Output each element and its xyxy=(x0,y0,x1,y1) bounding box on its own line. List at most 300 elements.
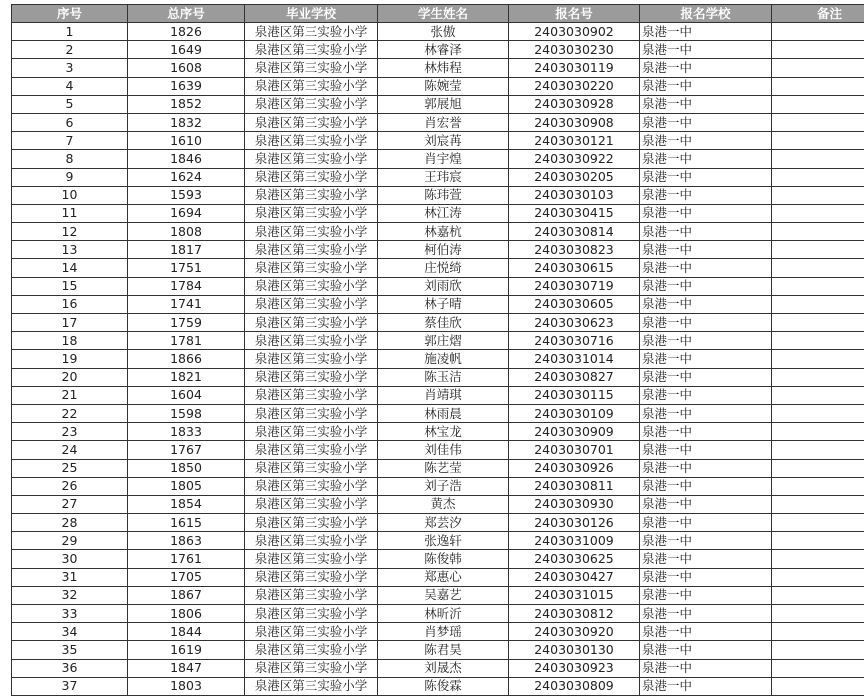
cell-total-seq: 1808 xyxy=(128,223,245,241)
cell-student-name: 陈玉洁 xyxy=(378,368,509,386)
header-total-seq: 总序号 xyxy=(128,5,245,23)
cell-seq: 9 xyxy=(12,168,128,186)
cell-graduation-school: 泉港区第三实验小学 xyxy=(245,113,378,131)
cell-applied-school: 泉港一中 xyxy=(640,386,772,404)
cell-registration-number: 2403030716 xyxy=(509,332,640,350)
cell-registration-number: 2403030115 xyxy=(509,386,640,404)
cell-student-name: 陈艺莹 xyxy=(378,459,509,477)
cell-graduation-school: 泉港区第三实验小学 xyxy=(245,23,378,41)
cell-remarks xyxy=(772,204,864,222)
cell-total-seq: 1852 xyxy=(128,95,245,113)
cell-remarks xyxy=(772,532,864,550)
cell-remarks xyxy=(772,259,864,277)
table-row xyxy=(12,677,864,695)
cell-student-name: 肖靖琪 xyxy=(378,386,509,404)
table-row xyxy=(12,314,864,332)
table-row xyxy=(12,150,864,168)
cell-applied-school: 泉港一中 xyxy=(640,314,772,332)
cell-applied-school: 泉港一中 xyxy=(640,41,772,59)
cell-applied-school: 泉港一中 xyxy=(640,659,772,677)
table-row xyxy=(12,477,864,495)
cell-applied-school: 泉港一中 xyxy=(640,277,772,295)
cell-student-name: 林雨晨 xyxy=(378,404,509,422)
cell-seq: 36 xyxy=(12,659,128,677)
cell-graduation-school: 泉港区第三实验小学 xyxy=(245,532,378,550)
cell-registration-number: 2403030615 xyxy=(509,259,640,277)
cell-remarks xyxy=(772,514,864,532)
cell-registration-number: 2403030230 xyxy=(509,41,640,59)
cell-seq: 22 xyxy=(12,404,128,422)
table-body xyxy=(12,23,864,696)
cell-applied-school: 泉港一中 xyxy=(640,495,772,513)
cell-student-name: 林炜程 xyxy=(378,59,509,77)
cell-seq: 24 xyxy=(12,441,128,459)
cell-graduation-school: 泉港区第三实验小学 xyxy=(245,314,378,332)
cell-registration-number: 2403030625 xyxy=(509,550,640,568)
cell-registration-number: 2403030130 xyxy=(509,641,640,659)
table-row xyxy=(12,23,864,41)
cell-total-seq: 1694 xyxy=(128,204,245,222)
cell-student-name: 陈婉莹 xyxy=(378,77,509,95)
table-row xyxy=(12,132,864,150)
cell-remarks xyxy=(772,641,864,659)
cell-applied-school: 泉港一中 xyxy=(640,441,772,459)
table-row xyxy=(12,404,864,422)
cell-total-seq: 1741 xyxy=(128,295,245,313)
cell-seq: 29 xyxy=(12,532,128,550)
table-row xyxy=(12,241,864,259)
cell-seq: 13 xyxy=(12,241,128,259)
table-row xyxy=(12,441,864,459)
table-row xyxy=(12,550,864,568)
cell-seq: 16 xyxy=(12,295,128,313)
cell-registration-number: 2403030902 xyxy=(509,23,640,41)
cell-student-name: 庄悦绮 xyxy=(378,259,509,277)
cell-graduation-school: 泉港区第三实验小学 xyxy=(245,259,378,277)
cell-total-seq: 1639 xyxy=(128,77,245,95)
table-row xyxy=(12,41,864,59)
cell-applied-school: 泉港一中 xyxy=(640,59,772,77)
cell-registration-number: 2403030923 xyxy=(509,659,640,677)
cell-total-seq: 1866 xyxy=(128,350,245,368)
cell-registration-number: 2403030812 xyxy=(509,605,640,623)
cell-seq: 11 xyxy=(12,204,128,222)
cell-student-name: 陈俊韩 xyxy=(378,550,509,568)
cell-student-name: 林嘉杭 xyxy=(378,223,509,241)
cell-remarks xyxy=(772,623,864,641)
cell-registration-number: 2403030220 xyxy=(509,77,640,95)
cell-seq: 33 xyxy=(12,605,128,623)
cell-applied-school: 泉港一中 xyxy=(640,605,772,623)
table-row xyxy=(12,350,864,368)
cell-student-name: 刘宸苒 xyxy=(378,132,509,150)
cell-graduation-school: 泉港区第三实验小学 xyxy=(245,423,378,441)
cell-graduation-school: 泉港区第三实验小学 xyxy=(245,132,378,150)
cell-applied-school: 泉港一中 xyxy=(640,168,772,186)
cell-seq: 17 xyxy=(12,314,128,332)
cell-applied-school: 泉港一中 xyxy=(640,132,772,150)
cell-total-seq: 1833 xyxy=(128,423,245,441)
cell-student-name: 陈玮萱 xyxy=(378,186,509,204)
cell-student-name: 柯伯涛 xyxy=(378,241,509,259)
cell-applied-school: 泉港一中 xyxy=(640,350,772,368)
cell-total-seq: 1610 xyxy=(128,132,245,150)
cell-seq: 3 xyxy=(12,59,128,77)
cell-remarks xyxy=(772,659,864,677)
cell-student-name: 郭庄熠 xyxy=(378,332,509,350)
cell-student-name: 蔡佳欣 xyxy=(378,314,509,332)
cell-total-seq: 1805 xyxy=(128,477,245,495)
cell-registration-number: 2403030922 xyxy=(509,150,640,168)
cell-total-seq: 1615 xyxy=(128,514,245,532)
cell-remarks xyxy=(772,41,864,59)
cell-registration-number: 2403030126 xyxy=(509,514,640,532)
cell-applied-school: 泉港一中 xyxy=(640,259,772,277)
table-row xyxy=(12,95,864,113)
cell-registration-number: 2403030909 xyxy=(509,423,640,441)
cell-total-seq: 1761 xyxy=(128,550,245,568)
cell-applied-school: 泉港一中 xyxy=(640,514,772,532)
cell-seq: 34 xyxy=(12,623,128,641)
cell-graduation-school: 泉港区第三实验小学 xyxy=(245,586,378,604)
cell-seq: 30 xyxy=(12,550,128,568)
cell-graduation-school: 泉港区第三实验小学 xyxy=(245,404,378,422)
cell-student-name: 肖宏誉 xyxy=(378,113,509,131)
table-row xyxy=(12,641,864,659)
cell-graduation-school: 泉港区第三实验小学 xyxy=(245,95,378,113)
cell-remarks xyxy=(772,113,864,131)
table-row xyxy=(12,568,864,586)
cell-applied-school: 泉港一中 xyxy=(640,477,772,495)
cell-student-name: 林江涛 xyxy=(378,204,509,222)
cell-graduation-school: 泉港区第三实验小学 xyxy=(245,186,378,204)
cell-graduation-school: 泉港区第三实验小学 xyxy=(245,295,378,313)
cell-total-seq: 1850 xyxy=(128,459,245,477)
cell-remarks xyxy=(772,95,864,113)
cell-total-seq: 1759 xyxy=(128,314,245,332)
cell-graduation-school: 泉港区第三实验小学 xyxy=(245,677,378,695)
cell-student-name: 肖梦瑶 xyxy=(378,623,509,641)
cell-seq: 21 xyxy=(12,386,128,404)
cell-applied-school: 泉港一中 xyxy=(640,23,772,41)
cell-remarks xyxy=(772,495,864,513)
cell-applied-school: 泉港一中 xyxy=(640,295,772,313)
cell-remarks xyxy=(772,332,864,350)
table-header-row xyxy=(12,5,864,23)
cell-student-name: 刘晟杰 xyxy=(378,659,509,677)
cell-registration-number: 2403030605 xyxy=(509,295,640,313)
cell-registration-number: 2403030823 xyxy=(509,241,640,259)
cell-seq: 14 xyxy=(12,259,128,277)
cell-seq: 15 xyxy=(12,277,128,295)
cell-graduation-school: 泉港区第三实验小学 xyxy=(245,59,378,77)
table-row xyxy=(12,623,864,641)
cell-student-name: 林宝龙 xyxy=(378,423,509,441)
table-row xyxy=(12,77,864,95)
cell-total-seq: 1705 xyxy=(128,568,245,586)
cell-registration-number: 2403030415 xyxy=(509,204,640,222)
cell-remarks xyxy=(772,605,864,623)
cell-seq: 7 xyxy=(12,132,128,150)
cell-graduation-school: 泉港区第三实验小学 xyxy=(245,514,378,532)
cell-seq: 4 xyxy=(12,77,128,95)
cell-registration-number: 2403030930 xyxy=(509,495,640,513)
cell-student-name: 陈君昊 xyxy=(378,641,509,659)
cell-seq: 19 xyxy=(12,350,128,368)
cell-registration-number: 2403030103 xyxy=(509,186,640,204)
table-row xyxy=(12,186,864,204)
cell-total-seq: 1608 xyxy=(128,59,245,77)
cell-remarks xyxy=(772,568,864,586)
cell-graduation-school: 泉港区第三实验小学 xyxy=(245,77,378,95)
table-row xyxy=(12,277,864,295)
cell-registration-number: 2403030827 xyxy=(509,368,640,386)
table-row xyxy=(12,295,864,313)
cell-registration-number: 2403031009 xyxy=(509,532,640,550)
cell-total-seq: 1593 xyxy=(128,186,245,204)
cell-total-seq: 1649 xyxy=(128,41,245,59)
cell-seq: 28 xyxy=(12,514,128,532)
cell-registration-number: 2403030119 xyxy=(509,59,640,77)
cell-remarks xyxy=(772,350,864,368)
cell-applied-school: 泉港一中 xyxy=(640,568,772,586)
table-row xyxy=(12,168,864,186)
table-row xyxy=(12,659,864,677)
table-row xyxy=(12,532,864,550)
cell-graduation-school: 泉港区第三实验小学 xyxy=(245,168,378,186)
cell-applied-school: 泉港一中 xyxy=(640,204,772,222)
cell-remarks xyxy=(772,295,864,313)
cell-remarks xyxy=(772,386,864,404)
cell-total-seq: 1846 xyxy=(128,150,245,168)
cell-applied-school: 泉港一中 xyxy=(640,423,772,441)
cell-graduation-school: 泉港区第三实验小学 xyxy=(245,150,378,168)
cell-remarks xyxy=(772,477,864,495)
cell-remarks xyxy=(772,459,864,477)
cell-total-seq: 1598 xyxy=(128,404,245,422)
header-seq: 序号 xyxy=(12,5,128,23)
cell-remarks xyxy=(772,186,864,204)
cell-graduation-school: 泉港区第三实验小学 xyxy=(245,241,378,259)
enrollment-table xyxy=(11,4,864,696)
cell-total-seq: 1821 xyxy=(128,368,245,386)
cell-total-seq: 1854 xyxy=(128,495,245,513)
cell-remarks xyxy=(772,677,864,695)
cell-registration-number: 2403031015 xyxy=(509,586,640,604)
cell-applied-school: 泉港一中 xyxy=(640,550,772,568)
cell-graduation-school: 泉港区第三实验小学 xyxy=(245,568,378,586)
cell-seq: 10 xyxy=(12,186,128,204)
cell-student-name: 陈俊霖 xyxy=(378,677,509,695)
cell-registration-number: 2403031014 xyxy=(509,350,640,368)
cell-applied-school: 泉港一中 xyxy=(640,677,772,695)
cell-student-name: 林睿泽 xyxy=(378,41,509,59)
cell-remarks xyxy=(772,223,864,241)
cell-total-seq: 1844 xyxy=(128,623,245,641)
cell-remarks xyxy=(772,150,864,168)
table-row xyxy=(12,113,864,131)
cell-total-seq: 1806 xyxy=(128,605,245,623)
table-row xyxy=(12,495,864,513)
cell-applied-school: 泉港一中 xyxy=(640,459,772,477)
header-student-name: 学生姓名 xyxy=(378,5,509,23)
cell-remarks xyxy=(772,314,864,332)
cell-seq: 18 xyxy=(12,332,128,350)
cell-graduation-school: 泉港区第三实验小学 xyxy=(245,605,378,623)
cell-student-name: 肖宇煌 xyxy=(378,150,509,168)
table-row xyxy=(12,514,864,532)
cell-seq: 12 xyxy=(12,223,128,241)
cell-registration-number: 2403030928 xyxy=(509,95,640,113)
cell-seq: 37 xyxy=(12,677,128,695)
table-row xyxy=(12,423,864,441)
cell-registration-number: 2403030920 xyxy=(509,623,640,641)
cell-applied-school: 泉港一中 xyxy=(640,623,772,641)
table-row xyxy=(12,459,864,477)
cell-graduation-school: 泉港区第三实验小学 xyxy=(245,659,378,677)
cell-graduation-school: 泉港区第三实验小学 xyxy=(245,550,378,568)
cell-graduation-school: 泉港区第三实验小学 xyxy=(245,41,378,59)
cell-remarks xyxy=(772,550,864,568)
cell-registration-number: 2403030926 xyxy=(509,459,640,477)
header-registration-number: 报名号 xyxy=(509,5,640,23)
cell-applied-school: 泉港一中 xyxy=(640,223,772,241)
cell-seq: 31 xyxy=(12,568,128,586)
cell-student-name: 郑惠心 xyxy=(378,568,509,586)
cell-seq: 6 xyxy=(12,113,128,131)
cell-graduation-school: 泉港区第三实验小学 xyxy=(245,368,378,386)
cell-total-seq: 1604 xyxy=(128,386,245,404)
table-row xyxy=(12,605,864,623)
cell-student-name: 郑芸汐 xyxy=(378,514,509,532)
cell-remarks xyxy=(772,168,864,186)
cell-total-seq: 1619 xyxy=(128,641,245,659)
table-row xyxy=(12,368,864,386)
cell-registration-number: 2403030814 xyxy=(509,223,640,241)
cell-applied-school: 泉港一中 xyxy=(640,186,772,204)
cell-applied-school: 泉港一中 xyxy=(640,150,772,168)
cell-registration-number: 2403030908 xyxy=(509,113,640,131)
cell-total-seq: 1863 xyxy=(128,532,245,550)
cell-remarks xyxy=(772,586,864,604)
cell-student-name: 林子晴 xyxy=(378,295,509,313)
cell-student-name: 吴嘉艺 xyxy=(378,586,509,604)
cell-student-name: 郭展旭 xyxy=(378,95,509,113)
cell-student-name: 林昕沂 xyxy=(378,605,509,623)
cell-graduation-school: 泉港区第三实验小学 xyxy=(245,495,378,513)
table-row xyxy=(12,332,864,350)
cell-seq: 32 xyxy=(12,586,128,604)
cell-student-name: 施凌帆 xyxy=(378,350,509,368)
cell-remarks xyxy=(772,423,864,441)
cell-graduation-school: 泉港区第三实验小学 xyxy=(245,277,378,295)
cell-student-name: 黄杰 xyxy=(378,495,509,513)
cell-remarks xyxy=(772,277,864,295)
cell-remarks xyxy=(772,241,864,259)
cell-student-name: 刘子浩 xyxy=(378,477,509,495)
cell-graduation-school: 泉港区第三实验小学 xyxy=(245,623,378,641)
cell-applied-school: 泉港一中 xyxy=(640,332,772,350)
cell-applied-school: 泉港一中 xyxy=(640,532,772,550)
cell-seq: 25 xyxy=(12,459,128,477)
cell-student-name: 刘佳伟 xyxy=(378,441,509,459)
table-row xyxy=(12,386,864,404)
cell-applied-school: 泉港一中 xyxy=(640,404,772,422)
cell-remarks xyxy=(772,441,864,459)
cell-applied-school: 泉港一中 xyxy=(640,95,772,113)
cell-total-seq: 1767 xyxy=(128,441,245,459)
cell-seq: 8 xyxy=(12,150,128,168)
cell-graduation-school: 泉港区第三实验小学 xyxy=(245,223,378,241)
cell-student-name: 王玮宸 xyxy=(378,168,509,186)
cell-registration-number: 2403030701 xyxy=(509,441,640,459)
cell-total-seq: 1781 xyxy=(128,332,245,350)
cell-applied-school: 泉港一中 xyxy=(640,586,772,604)
cell-remarks xyxy=(772,77,864,95)
cell-graduation-school: 泉港区第三实验小学 xyxy=(245,641,378,659)
cell-graduation-school: 泉港区第三实验小学 xyxy=(245,386,378,404)
table-row xyxy=(12,259,864,277)
cell-total-seq: 1832 xyxy=(128,113,245,131)
table-row xyxy=(12,586,864,604)
cell-applied-school: 泉港一中 xyxy=(640,368,772,386)
cell-registration-number: 2403030427 xyxy=(509,568,640,586)
cell-remarks xyxy=(772,23,864,41)
cell-registration-number: 2403030623 xyxy=(509,314,640,332)
table-row xyxy=(12,223,864,241)
cell-total-seq: 1867 xyxy=(128,586,245,604)
cell-total-seq: 1847 xyxy=(128,659,245,677)
cell-graduation-school: 泉港区第三实验小学 xyxy=(245,459,378,477)
cell-applied-school: 泉港一中 xyxy=(640,77,772,95)
cell-total-seq: 1803 xyxy=(128,677,245,695)
cell-total-seq: 1826 xyxy=(128,23,245,41)
cell-seq: 27 xyxy=(12,495,128,513)
header-applied-school: 报名学校 xyxy=(640,5,772,23)
cell-seq: 26 xyxy=(12,477,128,495)
cell-registration-number: 2403030109 xyxy=(509,404,640,422)
cell-registration-number: 2403030809 xyxy=(509,677,640,695)
cell-registration-number: 2403030811 xyxy=(509,477,640,495)
cell-registration-number: 2403030719 xyxy=(509,277,640,295)
cell-remarks xyxy=(772,132,864,150)
header-graduation-school: 毕业学校 xyxy=(245,5,378,23)
cell-graduation-school: 泉港区第三实验小学 xyxy=(245,332,378,350)
table-row xyxy=(12,204,864,222)
cell-graduation-school: 泉港区第三实验小学 xyxy=(245,350,378,368)
cell-seq: 1 xyxy=(12,23,128,41)
cell-applied-school: 泉港一中 xyxy=(640,641,772,659)
cell-remarks xyxy=(772,404,864,422)
cell-total-seq: 1784 xyxy=(128,277,245,295)
cell-graduation-school: 泉港区第三实验小学 xyxy=(245,441,378,459)
cell-student-name: 张逸轩 xyxy=(378,532,509,550)
cell-registration-number: 2403030205 xyxy=(509,168,640,186)
enrollment-table-container xyxy=(11,4,857,694)
cell-student-name: 刘雨欣 xyxy=(378,277,509,295)
cell-applied-school: 泉港一中 xyxy=(640,113,772,131)
table-row xyxy=(12,59,864,77)
cell-total-seq: 1817 xyxy=(128,241,245,259)
cell-seq: 2 xyxy=(12,41,128,59)
cell-seq: 5 xyxy=(12,95,128,113)
cell-graduation-school: 泉港区第三实验小学 xyxy=(245,477,378,495)
cell-total-seq: 1624 xyxy=(128,168,245,186)
cell-graduation-school: 泉港区第三实验小学 xyxy=(245,204,378,222)
cell-remarks xyxy=(772,368,864,386)
header-remarks: 备注 xyxy=(772,5,864,23)
cell-seq: 20 xyxy=(12,368,128,386)
